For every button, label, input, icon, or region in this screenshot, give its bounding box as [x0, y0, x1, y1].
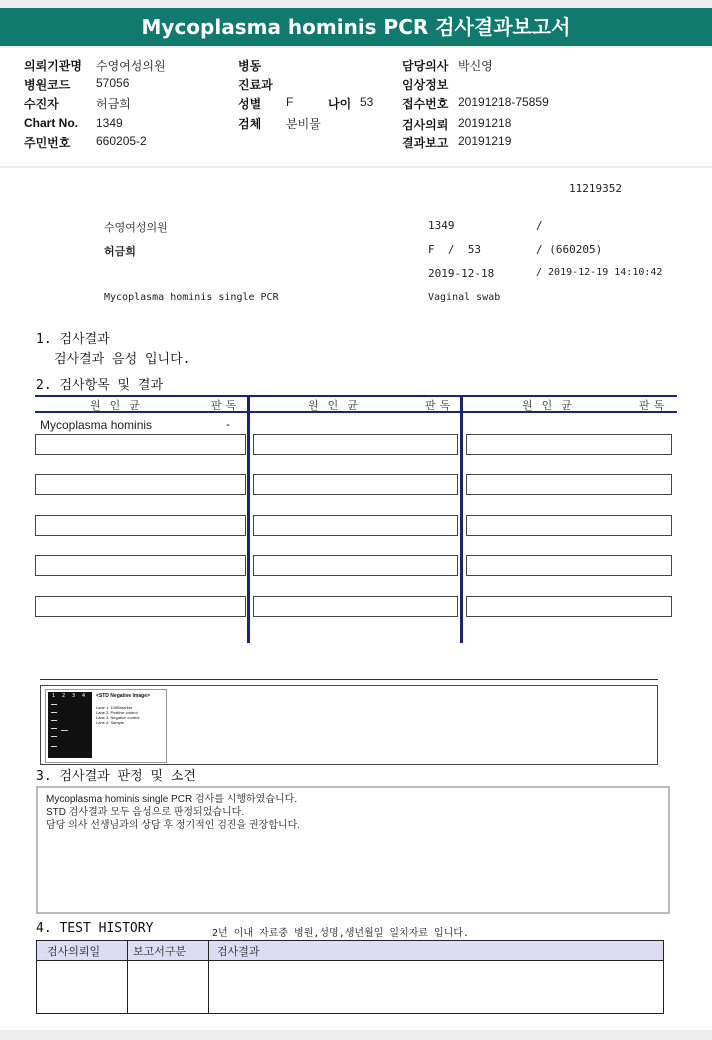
lane-number: 1: [52, 693, 56, 699]
chart-no-value: 1349: [96, 116, 123, 130]
rrn-value: 660205-2: [96, 134, 147, 148]
hospital-code-value: 57056: [96, 76, 130, 90]
gel-legend-item: Lane 3: Negative control: [96, 715, 140, 720]
patient-label: 수진자: [24, 97, 59, 111]
report-date-value: 20191219: [458, 134, 512, 148]
section1-heading: 1. 검사결과: [36, 332, 110, 347]
lane-number: 4: [82, 693, 86, 699]
report-specimen: Vaginal swab: [428, 292, 501, 303]
receipt-no-label: 접수번호: [402, 97, 449, 111]
grid-cell: [35, 596, 246, 617]
report-slash: /: [536, 219, 543, 232]
history-table: [36, 940, 664, 1014]
gel-image: [45, 689, 167, 763]
report-title: Mycoplasma hominis PCR 검사결과보고서: [0, 8, 712, 46]
gel-legend-item: Lane 2: Positive control: [96, 710, 138, 715]
organism-name: Mycoplasma hominis: [40, 418, 153, 432]
report-institution: 수영여성의원: [104, 221, 168, 234]
report-id: 11219352: [569, 182, 622, 195]
doctor-value: 박신영: [458, 59, 493, 73]
history-col-request-date: 검사의뢰일: [47, 945, 101, 958]
clinical-info-label: 임상정보: [402, 78, 449, 92]
gel-legend-item: Lane 1: 100Bmarker: [96, 705, 133, 710]
patient-value: 허금희: [96, 97, 131, 111]
grid-cell: [466, 596, 672, 617]
history-col-report-type: 보고서구분: [133, 945, 187, 958]
grid-cell: [35, 474, 246, 495]
separator-line: [40, 679, 658, 680]
grid-cell: [466, 434, 672, 455]
section2-heading: 2. 검사항목 및 결과: [36, 378, 164, 393]
report-datetime: / 2019-12-19 14:10:42: [536, 267, 663, 278]
institution-value: 수영여성의원: [96, 59, 166, 73]
lane-number: 3: [72, 693, 76, 699]
opinion-box: [36, 786, 670, 914]
section3-heading: 3. 검사결과 판정 및 소견: [36, 769, 196, 784]
ward-label: 병동: [238, 59, 262, 73]
gel-image-box: [40, 685, 658, 765]
grid-divider-2: [460, 395, 463, 643]
grid-cell: [35, 434, 246, 455]
col-organism-1: 원인균: [90, 399, 149, 412]
section1-text: 검사결과 음성 입니다.: [54, 352, 191, 367]
specimen-label: 검체: [238, 117, 262, 131]
col-judgement-2: 판독: [425, 399, 455, 412]
gel-legend-item: Lane 4: Sample: [96, 720, 125, 725]
request-date-label: 검사의뢰: [402, 118, 449, 132]
gel-title: <STD Negative Image>: [96, 693, 150, 699]
col-judgement-3: 판독: [639, 399, 669, 412]
grid-divider-1: [247, 395, 250, 643]
sex-value: F: [286, 95, 294, 109]
age-value: 53: [360, 95, 374, 109]
col-organism-3: 원인균: [522, 399, 581, 412]
hospital-code-label: 병원코드: [24, 78, 71, 92]
report-sex-age: F / 53: [428, 243, 481, 256]
specimen-value: 분비물: [286, 117, 321, 131]
report-page: [0, 168, 712, 1030]
report-request-date: 2019-12-18: [428, 267, 495, 280]
receipt-no-value: 20191218-75859: [458, 95, 549, 109]
rrn-label: 주민번호: [24, 136, 71, 150]
gel-photo: [48, 692, 92, 758]
grid-cell: [466, 515, 672, 536]
history-header-row: [37, 941, 663, 961]
sex-label: 성별: [238, 97, 262, 111]
grid-cell: [253, 515, 458, 536]
department-label: 진료과: [238, 78, 273, 92]
report-chart: 1349: [428, 219, 455, 232]
institution-label: 의뢰기관명: [24, 59, 82, 73]
organism-result: -: [226, 417, 230, 431]
chart-no-label: Chart No.: [24, 116, 78, 130]
grid-cell: [466, 474, 672, 495]
grid-cell: [253, 596, 458, 617]
grid-cell: [35, 555, 246, 576]
opinion-line: Mycoplasma hominis single PCR 검사를 시행하였습니다.: [46, 794, 298, 805]
doctor-label: 담당의사: [402, 59, 449, 73]
report-patient: 허금희: [104, 245, 136, 258]
history-note: 2년 이내 자료중 병원,성명,생년월일 일치자료 입니다.: [212, 928, 470, 939]
lane-number: 2: [62, 693, 66, 699]
grid-cell: [35, 515, 246, 536]
report-test-name: Mycoplasma hominis single PCR: [104, 292, 279, 303]
header-panel: [0, 48, 712, 166]
section4-heading: 4. TEST HISTORY: [36, 921, 154, 936]
grid-cell: [253, 474, 458, 495]
col-judgement-1: 판독: [211, 399, 241, 412]
request-date-value: 20191218: [458, 116, 512, 130]
report-birth: / (660205): [536, 243, 603, 256]
age-label: 나이: [328, 97, 352, 111]
grid-cell: [253, 555, 458, 576]
report-date-label: 결과보고: [402, 136, 449, 150]
opinion-line: 담당 의사 선생님과의 상담 후 정기적인 검진을 권장합니다.: [46, 820, 301, 831]
opinion-line: STD 검사결과 모두 음성으로 판정되었습니다.: [46, 807, 245, 818]
grid-cell: [466, 555, 672, 576]
grid-cell: [253, 434, 458, 455]
history-col-result: 검사결과: [217, 945, 260, 958]
col-organism-2: 원인균: [308, 399, 367, 412]
